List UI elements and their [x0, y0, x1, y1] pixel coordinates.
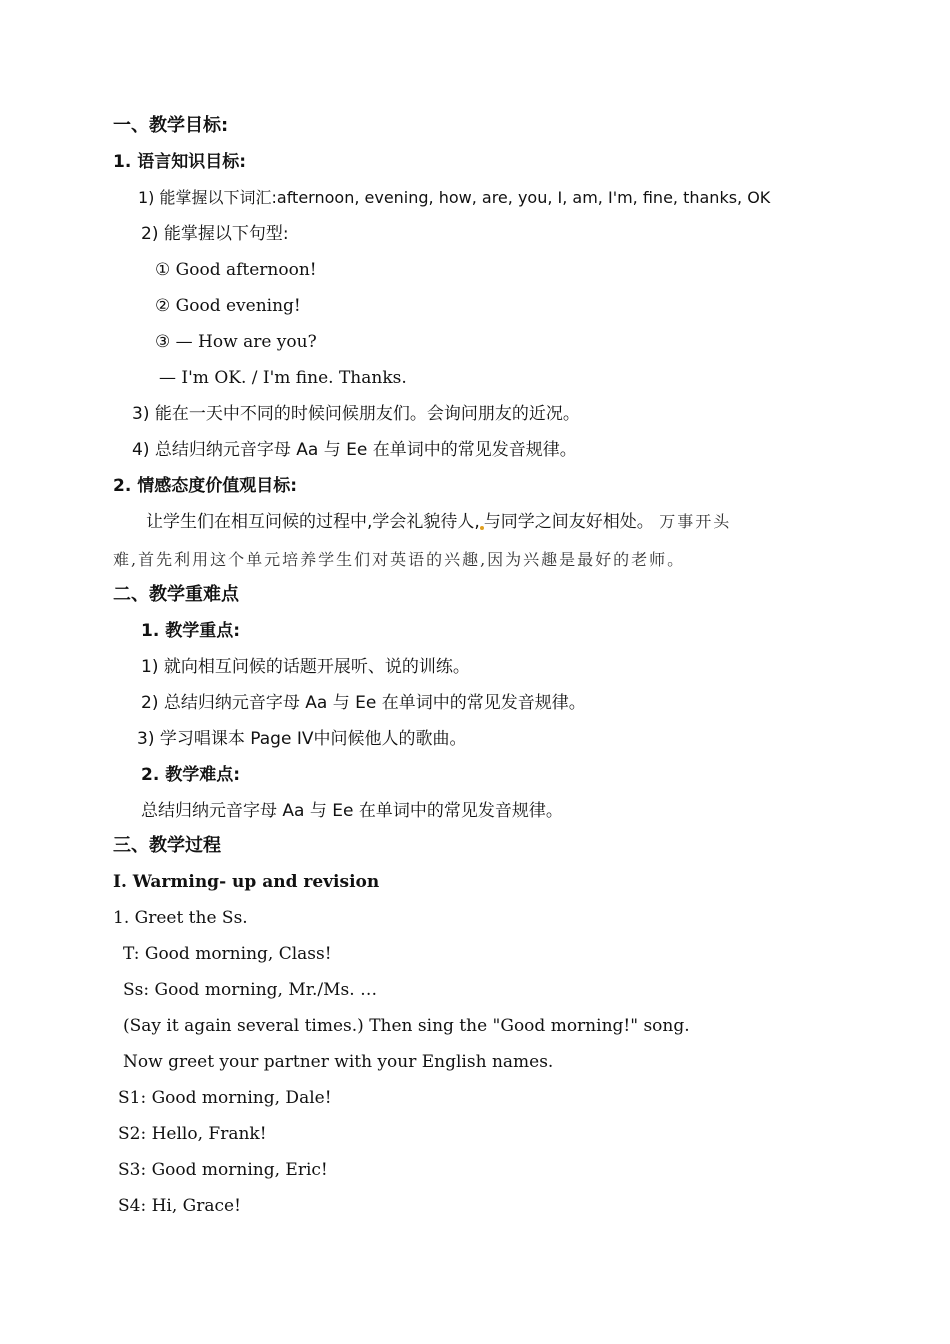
- dialog-line: S4: Hi, Grace!: [118, 1196, 241, 1216]
- pattern-item: ① Good afternoon!: [155, 260, 317, 280]
- subheading-difficulty: 2. 教学难点:: [141, 765, 241, 785]
- focus-item: 3) 学习唱课本 Page IV中问候他人的歌曲。: [137, 729, 467, 749]
- vocab-goal: 1) 能掌握以下词汇:afternoon, evening, how, are, you, I, am, I'm, fine, thanks, OK: [138, 188, 771, 207]
- dialog-line: S1: Good morning, Dale!: [118, 1088, 332, 1108]
- dialog-line: T: Good morning, Class!: [123, 944, 332, 964]
- subheading-language-goals: 1. 语言知识目标:: [113, 152, 247, 172]
- goal-item: 4) 总结归纳元音字母 Aa 与 Ee 在单词中的常见发音规律。: [132, 440, 577, 460]
- pattern-item: ② Good evening!: [155, 296, 301, 316]
- patterns-intro: 2) 能掌握以下句型:: [141, 224, 289, 244]
- emotion-text-part2: 与同学之间友好相处。: [483, 512, 654, 532]
- section-heading-objectives: 一、教学目标:: [113, 115, 229, 136]
- emotion-text-part1: 让学生们在相互问候的过程中,学会礼貌待人,: [146, 512, 480, 532]
- dialog-line: Now greet your partner with your English names.: [123, 1052, 554, 1072]
- dialog-line: S2: Hello, Frank!: [118, 1124, 267, 1144]
- teacher-note-start: 万事开头: [659, 512, 732, 531]
- pattern-item: ③ — How are you?: [155, 332, 317, 352]
- subheading-emotion-goals: 2. 情感态度价值观目标:: [113, 476, 298, 496]
- process-step: 1. Greet the Ss.: [113, 908, 248, 928]
- subheading-focus: 1. 教学重点:: [141, 621, 241, 641]
- focus-item: 2) 总结归纳元音字母 Aa 与 Ee 在单词中的常见发音规律。: [141, 693, 586, 713]
- process-section-title: I. Warming- up and revision: [113, 872, 380, 892]
- dialog-line: S3: Good morning, Eric!: [118, 1160, 328, 1180]
- section-heading-key-points: 二、教学重难点: [113, 584, 239, 605]
- dialog-line: Ss: Good morning, Mr./Ms. …: [123, 980, 378, 1000]
- focus-item: 1) 就向相互问候的话题开展听、说的训练。: [141, 657, 470, 677]
- dialog-line: (Say it again several times.) Then sing the "Good morning!" song.: [123, 1016, 690, 1036]
- teacher-note-continued: 难,首先利用这个单元培养学生们对英语的兴趣,因为兴趣是最好的老师。: [113, 550, 686, 569]
- emotion-goal-text: [146, 510, 731, 534]
- pattern-answer: — I'm OK. / I'm fine. Thanks.: [159, 368, 407, 388]
- section-heading-process: 三、教学过程: [113, 835, 221, 856]
- difficulty-item: 总结归纳元音字母 Aa 与 Ee 在单词中的常见发音规律。: [141, 801, 563, 821]
- goal-item: 3) 能在一天中不同的时候问候朋友们。会询问朋友的近况。: [132, 404, 580, 424]
